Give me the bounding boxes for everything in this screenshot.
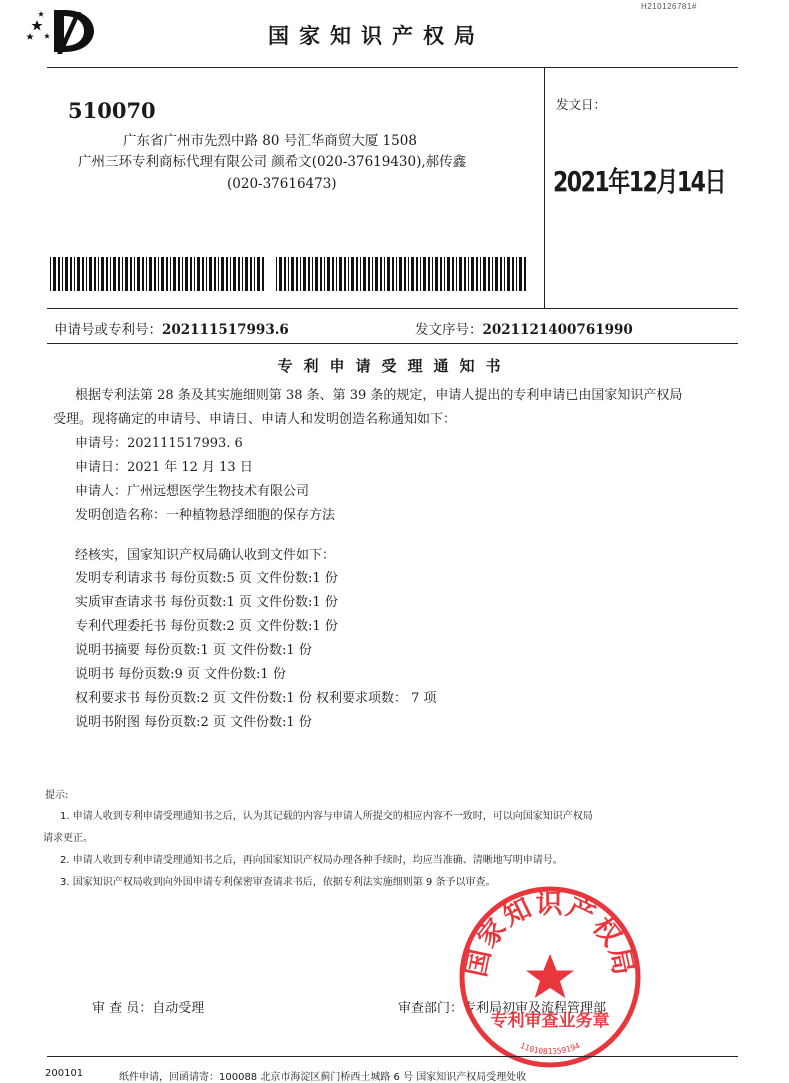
seal-arc-text: 国家知识产权局 [460,889,640,980]
application-number-label: 申请号或专利号： [54,322,162,338]
application-number-value: 202111517993.6 [162,322,289,338]
application-date: 申请日：2021 年 12 月 13 日 [75,460,253,475]
examiner: 审 查 员：自动受理 [92,1001,205,1016]
serial-number-row [415,318,633,338]
seal-serial: 1101081359194 [518,1041,582,1057]
office-name: 国家知识产权局 [268,24,485,48]
intro-line-1: 根据专利法第 28 条及其实施细则第 38 条、第 39 条的规定，申请人提出的专利申请已由国家知识产权局 [75,388,683,403]
official-seal [455,882,645,1072]
seal-center-text: 专利审查业务章 [490,1011,610,1031]
meta-rule [47,343,738,344]
tip-3: 3. 国家知识产权局收到向外国申请专利保密审查请求书后，依据专利法实施细则第 9 条予以审查。 [60,877,496,888]
document-item: 实质审查请求书 每份页数:1 页 文件份数:1 份 [75,595,338,610]
header-rule [47,67,738,68]
postcode: 510070 [68,98,156,123]
document-item: 说明书摘要 每份页数:1 页 文件份数:1 份 [75,643,312,658]
document-item: 权利要求书 每份页数:2 页 文件份数:1 份 权利要求项数： 7 项 [75,691,437,706]
address-line-3: (020-37616473) [227,176,337,192]
document-item: 专利代理委托书 每份页数:2 页 文件份数:1 份 [75,619,338,634]
address-box-rule [47,308,738,309]
application-number: 申请号：202111517993. 6 [75,436,243,451]
invention-title: 发明创造名称：一种植物悬浮细胞的保存方法 [75,508,336,523]
address-line-2: 广州三环专利商标代理有限公司 颜希文(020-37619430),郝传鑫 [78,154,467,170]
address-line-1: 广东省广州市先烈中路 80 号汇华商贸大厦 1508 [123,133,417,149]
confirm-heading: 经核实，国家知识产权局确认收到文件如下： [75,548,336,563]
cnipa-logo-icon [24,6,96,56]
tips-heading: 提示: [45,790,69,801]
notice-title: 专利申请受理通知书 [277,357,512,375]
barcode-left [50,257,264,291]
tip-2: 2. 申请人收到专利申请受理通知书之后，再向国家知识产权局办理各种手续时，均应当准确、清晰地写明申请号。 [60,855,563,866]
serial-number-label: 发文序号： [415,322,483,338]
tip-1-line-2: 请求更正。 [43,833,93,844]
document-code: H210126781# [641,2,697,11]
applicant: 申请人：广州远想医学生物技术有限公司 [75,484,310,499]
barcode-right [276,257,528,291]
seal-star-icon [526,954,574,998]
intro-line-2: 受理。现将确定的申请号、申请日、申请人和发明创造名称通知如下： [53,412,457,427]
issue-date-label: 发文日： [556,97,607,112]
serial-number-value: 2021121400761990 [482,322,633,338]
examining-department: 审查部门：专利局初审及流程管理部 [398,1001,607,1016]
footer-rule [47,1056,738,1057]
address-box-divider [544,67,545,308]
document-item: 说明书附图 每份页数:2 页 文件份数:1 份 [75,715,312,730]
form-code: 200101 [45,1068,84,1079]
application-number-row [54,318,289,338]
tip-1-line-1: 1. 申请人收到专利申请受理通知书之后，认为其记载的内容与申请人所提交的相应内容不一致时，可以向国家知识产权局 [60,811,593,822]
document-item: 说明书 每份页数:9 页 文件份数:1 份 [75,667,286,682]
document-item: 发明专利请求书 每份页数:5 页 文件份数:1 份 [75,571,338,586]
return-address: 纸件申请，回函请寄：100088 北京市海淀区蓟门桥西土城路 6 号 国家知识产权局受理处收 [119,1072,527,1083]
issue-date: 2021年12月14日 [553,167,725,199]
